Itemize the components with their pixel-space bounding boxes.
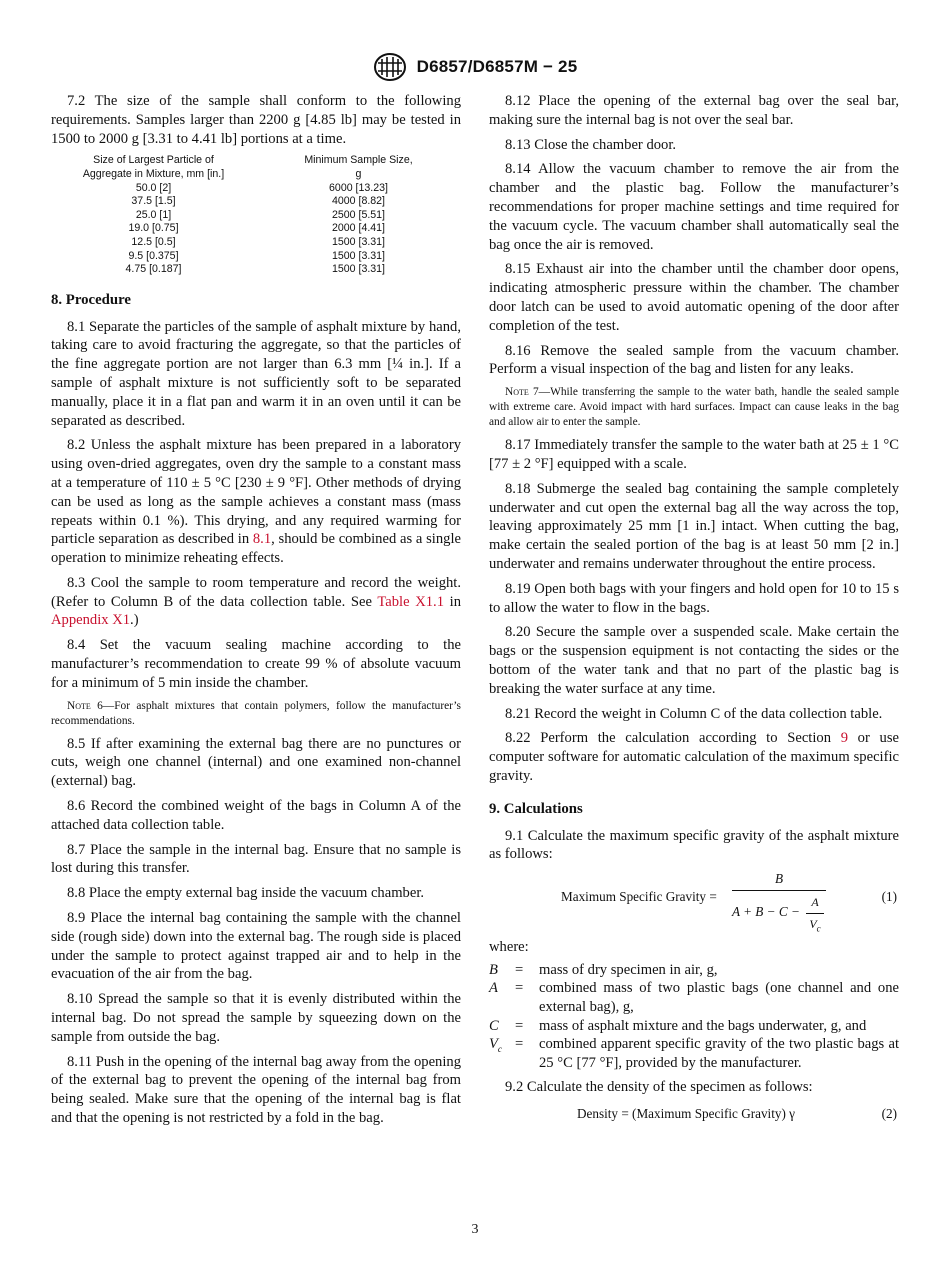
document-designation: D6857/D6857M − 25 (416, 57, 578, 76)
paragraph-8-15: 8.15 Exhaust air into the chamber until the chamber door opens, indicating atmospheric pressure within the chamber. The chamber door latch can be used to avoid automatic opening of the door after completion of the test. (489, 261, 899, 334)
definition-row: A = combined mass of two plastic bags (one channel and one external bag), g, (489, 980, 899, 1016)
paragraph-8-17: 8.17 Immediately transfer the sample to the water bath at 25 ± 1 °C [77 ± 2 °F] equipped with a scale. (489, 437, 899, 472)
link-section-9[interactable]: 9 (840, 730, 848, 747)
paragraph-8-19: 8.19 Open both bags with your fingers and hold open for 10 to 15 s to allow the water to flow in the bags. (489, 580, 899, 616)
definition-text: mass of dry specimen in air, g, (539, 961, 718, 978)
table-cell: 12.5 [0.5] (131, 235, 176, 248)
table-cell: 9.5 [0.375] (128, 249, 179, 262)
definition-text: mass of asphalt mixture and the bags underwater, g, and (539, 1017, 867, 1034)
paragraph-8-9: 8.9 Place the internal bag containing the sample with the channel side (rough side) down into the external bag. The rough side is placed under the sample to protect against trapped air and to help in the evacuation of the air from the bag. (51, 910, 461, 983)
paragraph-8-14: 8.14 Allow the vacuum chamber to remove the air from the chamber and the plastic bag. Follow the manufacturer’s recommendations for proper machine settings and time required for the vacuum cycle. The vacuum chamber shall automatically seal the bag once the air is removed. (489, 161, 899, 253)
definition-symbol: $V_c$ (489, 1036, 502, 1055)
table-cell: 37.5 [1.5] (131, 195, 176, 208)
table-cell: 4000 [8.82] (331, 195, 385, 208)
equation-1-numerator: B (774, 871, 784, 887)
paragraph-8-10: 8.10 Spread the sample so that it is evenly distributed within the internal bag. Do not spread the sample by squeezing down on the sample from outside the bag. (51, 991, 461, 1045)
link-table-x1-1[interactable]: Table X1.1 (377, 593, 445, 610)
paragraph-8-13: 8.13 Close the chamber door. (505, 136, 677, 153)
table-header-sample-size: Minimum Sample Size, g (304, 154, 413, 180)
table-header-particle-size: Size of Largest Particle of Aggregate in Mixture, mm [in.] (82, 154, 225, 180)
table-cell: 25.0 [1] (135, 208, 172, 221)
definition-text: combined apparent specific gravity of the two plastic bags at 25 °C [77 °F], provided by the manufacturer. (539, 1036, 899, 1071)
definition-row: B = mass of dry specimen in air, g, (489, 961, 899, 980)
table-cell: 1500 [3.31] (331, 263, 385, 276)
equation-1-fraction (732, 870, 826, 934)
table-cell: 6000 [13.23] (329, 181, 388, 194)
link-appendix-x1[interactable]: Appendix X1 (51, 612, 131, 629)
paragraph-8-18: 8.18 Submerge the sealed bag containing the sample completely underwater and cut open the external bag all the way across the top, leaving approximately 25 mm [1 in.] intact. When cutting the bag, make certain the sealed portion of the bag is at least 50 mm [2 in.] underwater and remains underwater throughout the entire process. (489, 480, 899, 572)
table-row (51, 236, 461, 250)
paragraph-8-21: 8.21 Record the weight in Column C of the data collection table. (505, 705, 883, 722)
fraction-bar (732, 890, 826, 891)
table-cell: 2000 [4.41] (331, 222, 385, 235)
paragraph-8-7: 8.7 Place the sample in the internal bag. Ensure that no sample is lost during this transfer. (51, 841, 461, 877)
equation-1 (489, 870, 899, 934)
equation-1-denominator: A + B − C − A $V_c$ (732, 895, 826, 929)
definition-symbol: C (489, 1017, 499, 1034)
definition-text: combined mass of two plastic bags (one channel and one external bag), g, (539, 980, 899, 1016)
right-column (489, 92, 899, 1125)
paragraph-8-2: 8.2 Unless the asphalt mixture has been prepared in a laboratory using oven-dried aggregates, oven dry the sample to a constant mass at a temperature of 110 ± 5 °C [230 ± 9 °F]. Other methods of drying can be used as long as the sample achieves a constant mass (mass repeats within 0.1 %). This drying, and any required warming for particle separation as described in 8.1, should be combined as a single operation to minimize reheating effects. (51, 437, 461, 567)
paragraph-8-1: 8.1 Separate the particles of the sample of asphalt mixture by hand, taking care to avoid fracturing the aggregate, so that the particles of the fine aggregate portion are not larger than 6.3 mm [¼ in.]. If a sample of asphalt mixture is not sufficiently soft to be separated manually, place it in a flat pan and warm it in an oven until it can be separated as described. (51, 318, 461, 429)
table-cell: 2500 [5.51] (331, 208, 385, 221)
page-number: 3 (471, 1222, 479, 1237)
note-6: Note 6—For asphalt mixtures that contain polymers, follow the manufacturer’s recommendations. (51, 699, 461, 727)
equation-1-lhs: Maximum Specific Gravity = (561, 889, 717, 905)
paragraph-8-3: 8.3 Cool the sample to room temperature and record the weight. (Refer to Column B of the data collection table. See Table X1.1 in Appendix X1.) (51, 574, 462, 629)
link-section-8-1[interactable]: 8.1 (252, 531, 272, 548)
equation-1-number: (1) (881, 889, 897, 905)
paragraph-8-16: 8.16 Remove the sealed sample from the vacuum chamber. Perform a visual inspection of the bag and listen for any leaks. (489, 342, 899, 378)
table-row (51, 182, 461, 196)
table-row (51, 222, 461, 236)
table-cell: 4.75 [0.187] (125, 263, 182, 276)
table-cell: 50.0 [2] (135, 181, 172, 194)
paragraph-9-2: 9.2 Calculate the density of the specimen as follows: (505, 1079, 813, 1096)
variable-definitions (489, 961, 899, 1073)
paragraph-8-6: 8.6 Record the combined weight of the bags in Column A of the attached data collection table. (51, 798, 461, 833)
where-label: where: (489, 939, 529, 956)
equation-2 (489, 1103, 899, 1125)
section-heading-procedure: 8. Procedure (51, 291, 131, 308)
definition-row: $V_c$ = combined apparent specific gravity of the two plastic bags at 25 °C [77 °F], provided by the manufacturer. (489, 1036, 899, 1071)
paragraph-8-12: 8.12 Place the opening of the external bag over the seal bar, making sure the internal bag is not over the seal bar. (489, 93, 899, 128)
note-7: Note 7—While transferring the sample to the water bath, handle the sealed sample with extreme care. Avoid impact with hard surfaces. Impact can cause leaks in the bag and allow air to enter the sample. (489, 386, 899, 429)
astm-logo-icon (373, 52, 407, 82)
table-cell: 19.0 [0.75] (128, 222, 179, 235)
table-row (51, 195, 461, 209)
table-row (51, 263, 461, 277)
definition-row: C = mass of asphalt mixture and the bags underwater, g, and (489, 1017, 899, 1036)
equation-1-inner-fraction: A $V_c$ (806, 893, 824, 938)
table-row (51, 250, 461, 264)
definition-symbol: B (489, 961, 498, 978)
paragraph-7-2: 7.2 The size of the sample shall conform to the following requirements. Samples larger than 2200 g [4.85 lb] may be tested in 1500 to 2000 g [3.31 to 4.41 lb] portions at a time. (51, 93, 461, 147)
equation-2-text: Density = (Maximum Specific Gravity) γ (577, 1106, 795, 1122)
table-row (51, 209, 461, 223)
paragraph-8-5: 8.5 If after examining the external bag there are no punctures or cuts, weigh one channel (internal) and one examined non-channel (external) bag. (51, 735, 461, 790)
paragraph-8-8: 8.8 Place the empty external bag inside the vacuum chamber. (67, 885, 425, 902)
table-header-row (51, 154, 461, 181)
paragraph-8-11: 8.11 Push in the opening of the internal bag away from the opening of the external bag to prevent the opening of the internal bag from being sealed. Make sure that the opening of the internal bag is flat and that the opening is not restricted by a fold in the bag. (51, 1053, 461, 1127)
definition-symbol: A (489, 980, 498, 997)
fraction-bar (806, 913, 824, 914)
page-header (0, 52, 950, 82)
paragraph-9-1: 9.1 Calculate the maximum specific gravity of the asphalt mixture as follows: (489, 827, 899, 863)
left-column (51, 92, 461, 1134)
table-cell: 1500 [3.31] (331, 249, 385, 262)
paragraph-8-20: 8.20 Secure the sample over a suspended scale. Make certain the bags or the suspension equipment is not contacting the sides or the bottom of the water tank and that no part of the plastic bag is breaking the water surface at any time. (489, 624, 899, 697)
section-heading-calculations: 9. Calculations (489, 800, 583, 817)
paragraph-8-22: 8.22 Perform the calculation according to Section 9 or use computer software for automatic calculation of the maximum specific gravity. (489, 730, 899, 784)
sample-size-table (51, 154, 461, 276)
paragraph-8-4: 8.4 Set the vacuum sealing machine according to the manufacturer’s recommendation to create 99 % of absolute vacuum for a minimum of 5 min inside the chamber. (51, 637, 461, 691)
table-cell: 1500 [3.31] (331, 235, 385, 248)
equation-2-number: (2) (881, 1106, 897, 1122)
